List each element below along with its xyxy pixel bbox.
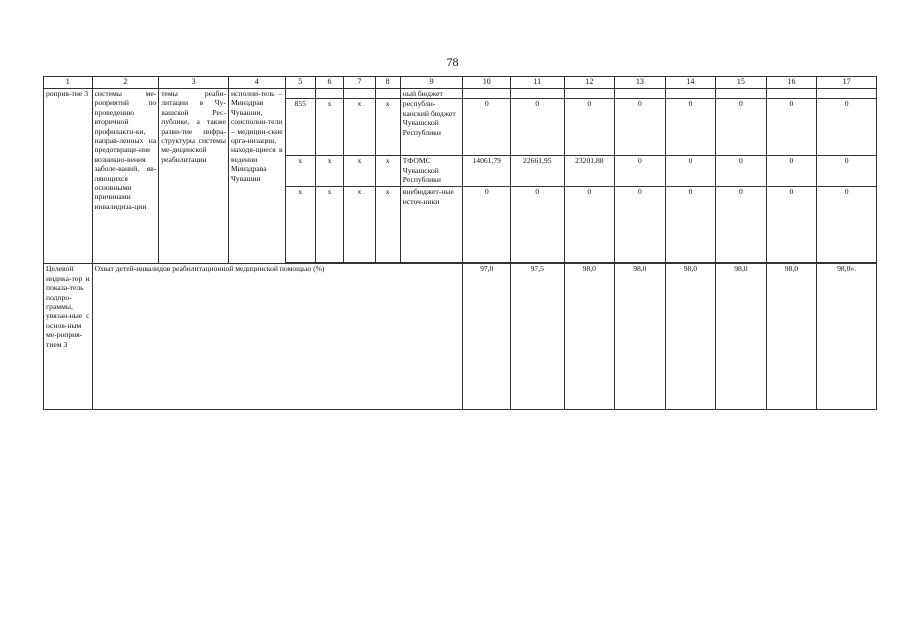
- code-cell: x: [375, 99, 400, 156]
- value-cell: 0: [716, 187, 767, 263]
- value-cell: 0: [766, 156, 817, 187]
- value-cell: 0: [615, 99, 666, 156]
- code-cell: x: [285, 156, 315, 187]
- funding-source-cell: республи-канский бюджет Чувашской Республики: [400, 99, 463, 156]
- value-cell: [716, 89, 767, 99]
- value-cell: [615, 89, 666, 99]
- column-number: 1: [44, 77, 93, 89]
- event-description-cell: системы ме-роприятий по проведению вторичной профилакти-ки, направ-ленных на предотвраще-ние возникно-вения заболе-ваний, яв-ляющихся основными причинами инвалидиза-ции: [92, 89, 159, 264]
- column-number: 17: [817, 77, 877, 89]
- code-cell: [315, 89, 343, 99]
- indicator-value-cell: 98,0: [665, 264, 716, 410]
- code-cell: x: [315, 187, 343, 263]
- column-number: 7: [344, 77, 375, 89]
- code-cell: x: [344, 187, 375, 263]
- column-number: 3: [159, 77, 229, 89]
- value-cell: 0: [817, 99, 877, 156]
- value-cell: 0: [463, 99, 511, 156]
- page-number: 78: [446, 55, 459, 69]
- code-cell: 855: [285, 99, 315, 156]
- column-number: 6: [315, 77, 343, 89]
- column-number: 11: [510, 77, 564, 89]
- funding-source-cell: внебюджет-ные источ-ники: [400, 187, 463, 263]
- value-cell: 0: [665, 99, 716, 156]
- code-cell: x: [344, 99, 375, 156]
- column-number: 8: [375, 77, 400, 89]
- value-cell: 0: [817, 156, 877, 187]
- code-cell: x: [375, 156, 400, 187]
- indicator-text-cell: Охват детей-инвалидов реабилитационной медицинской помощью (%): [92, 264, 463, 410]
- program-table: [43, 76, 877, 410]
- column-number: 14: [665, 77, 716, 89]
- column-number: 9: [400, 77, 463, 89]
- indicator-value-cell: 98,0».: [817, 264, 877, 410]
- value-cell: 14061,79: [463, 156, 511, 187]
- event-number-cell: роприя-тие 3: [44, 89, 93, 264]
- funding-source-cell: ный бюджет: [400, 89, 463, 99]
- indicator-value-cell: 98,0: [766, 264, 817, 410]
- value-cell: [665, 89, 716, 99]
- value-cell: 0: [817, 187, 877, 263]
- code-cell: [375, 89, 400, 99]
- event-executor-cell: исполни-тель – Минздрав Чувашии, соисполни-тели – медицин-ские орга-низации, находя-щиеся в ведении Минздрава Чувашии: [228, 89, 285, 264]
- column-number: 13: [615, 77, 666, 89]
- column-number: 4: [228, 77, 285, 89]
- value-cell: 0: [463, 187, 511, 263]
- indicator-value-cell: 97,0: [463, 264, 511, 410]
- indicator-value-cell: 98,0: [615, 264, 666, 410]
- indicator-value-cell: 98,0: [564, 264, 615, 410]
- value-cell: 0: [716, 99, 767, 156]
- column-number: 15: [716, 77, 767, 89]
- code-cell: [285, 89, 315, 99]
- code-cell: [344, 89, 375, 99]
- indicator-value-cell: 97,5: [510, 264, 564, 410]
- table-row: [44, 89, 877, 99]
- value-cell: 23201,88: [564, 156, 615, 187]
- value-cell: [817, 89, 877, 99]
- column-number-row: [44, 77, 877, 89]
- value-cell: 0: [766, 99, 817, 156]
- value-cell: 0: [615, 187, 666, 263]
- value-cell: [463, 89, 511, 99]
- value-cell: [564, 89, 615, 99]
- value-cell: 0: [510, 187, 564, 263]
- value-cell: 0: [510, 99, 564, 156]
- column-number: 10: [463, 77, 511, 89]
- code-cell: x: [375, 187, 400, 263]
- code-cell: x: [285, 187, 315, 263]
- event-goal-cell: темы реаби-литации в Чу-вашской Рес-публике, а также разви-тие инфра-структуры системы ме-дицинской реабилитации: [159, 89, 229, 264]
- code-cell: x: [344, 156, 375, 187]
- value-cell: 0: [665, 187, 716, 263]
- code-cell: x: [315, 156, 343, 187]
- value-cell: 0: [716, 156, 767, 187]
- indicator-value-cell: 98,0: [716, 264, 767, 410]
- column-number: 5: [285, 77, 315, 89]
- value-cell: [510, 89, 564, 99]
- value-cell: 0: [766, 187, 817, 263]
- value-cell: 22661,95: [510, 156, 564, 187]
- value-cell: [766, 89, 817, 99]
- value-cell: 0: [615, 156, 666, 187]
- column-number: 2: [92, 77, 159, 89]
- value-cell: 0: [564, 99, 615, 156]
- code-cell: x: [315, 99, 343, 156]
- indicator-label-cell: Целевой индика-тор и показа-тель подпро-граммы, увязан-ные с основ-ным ме-роприя-тием 3: [44, 264, 93, 410]
- column-number: 16: [766, 77, 817, 89]
- funding-source-cell: ТФОМС Чувашской Республики: [400, 156, 463, 187]
- indicator-row: [44, 264, 877, 410]
- value-cell: 0: [564, 187, 615, 263]
- column-number: 12: [564, 77, 615, 89]
- value-cell: 0: [665, 156, 716, 187]
